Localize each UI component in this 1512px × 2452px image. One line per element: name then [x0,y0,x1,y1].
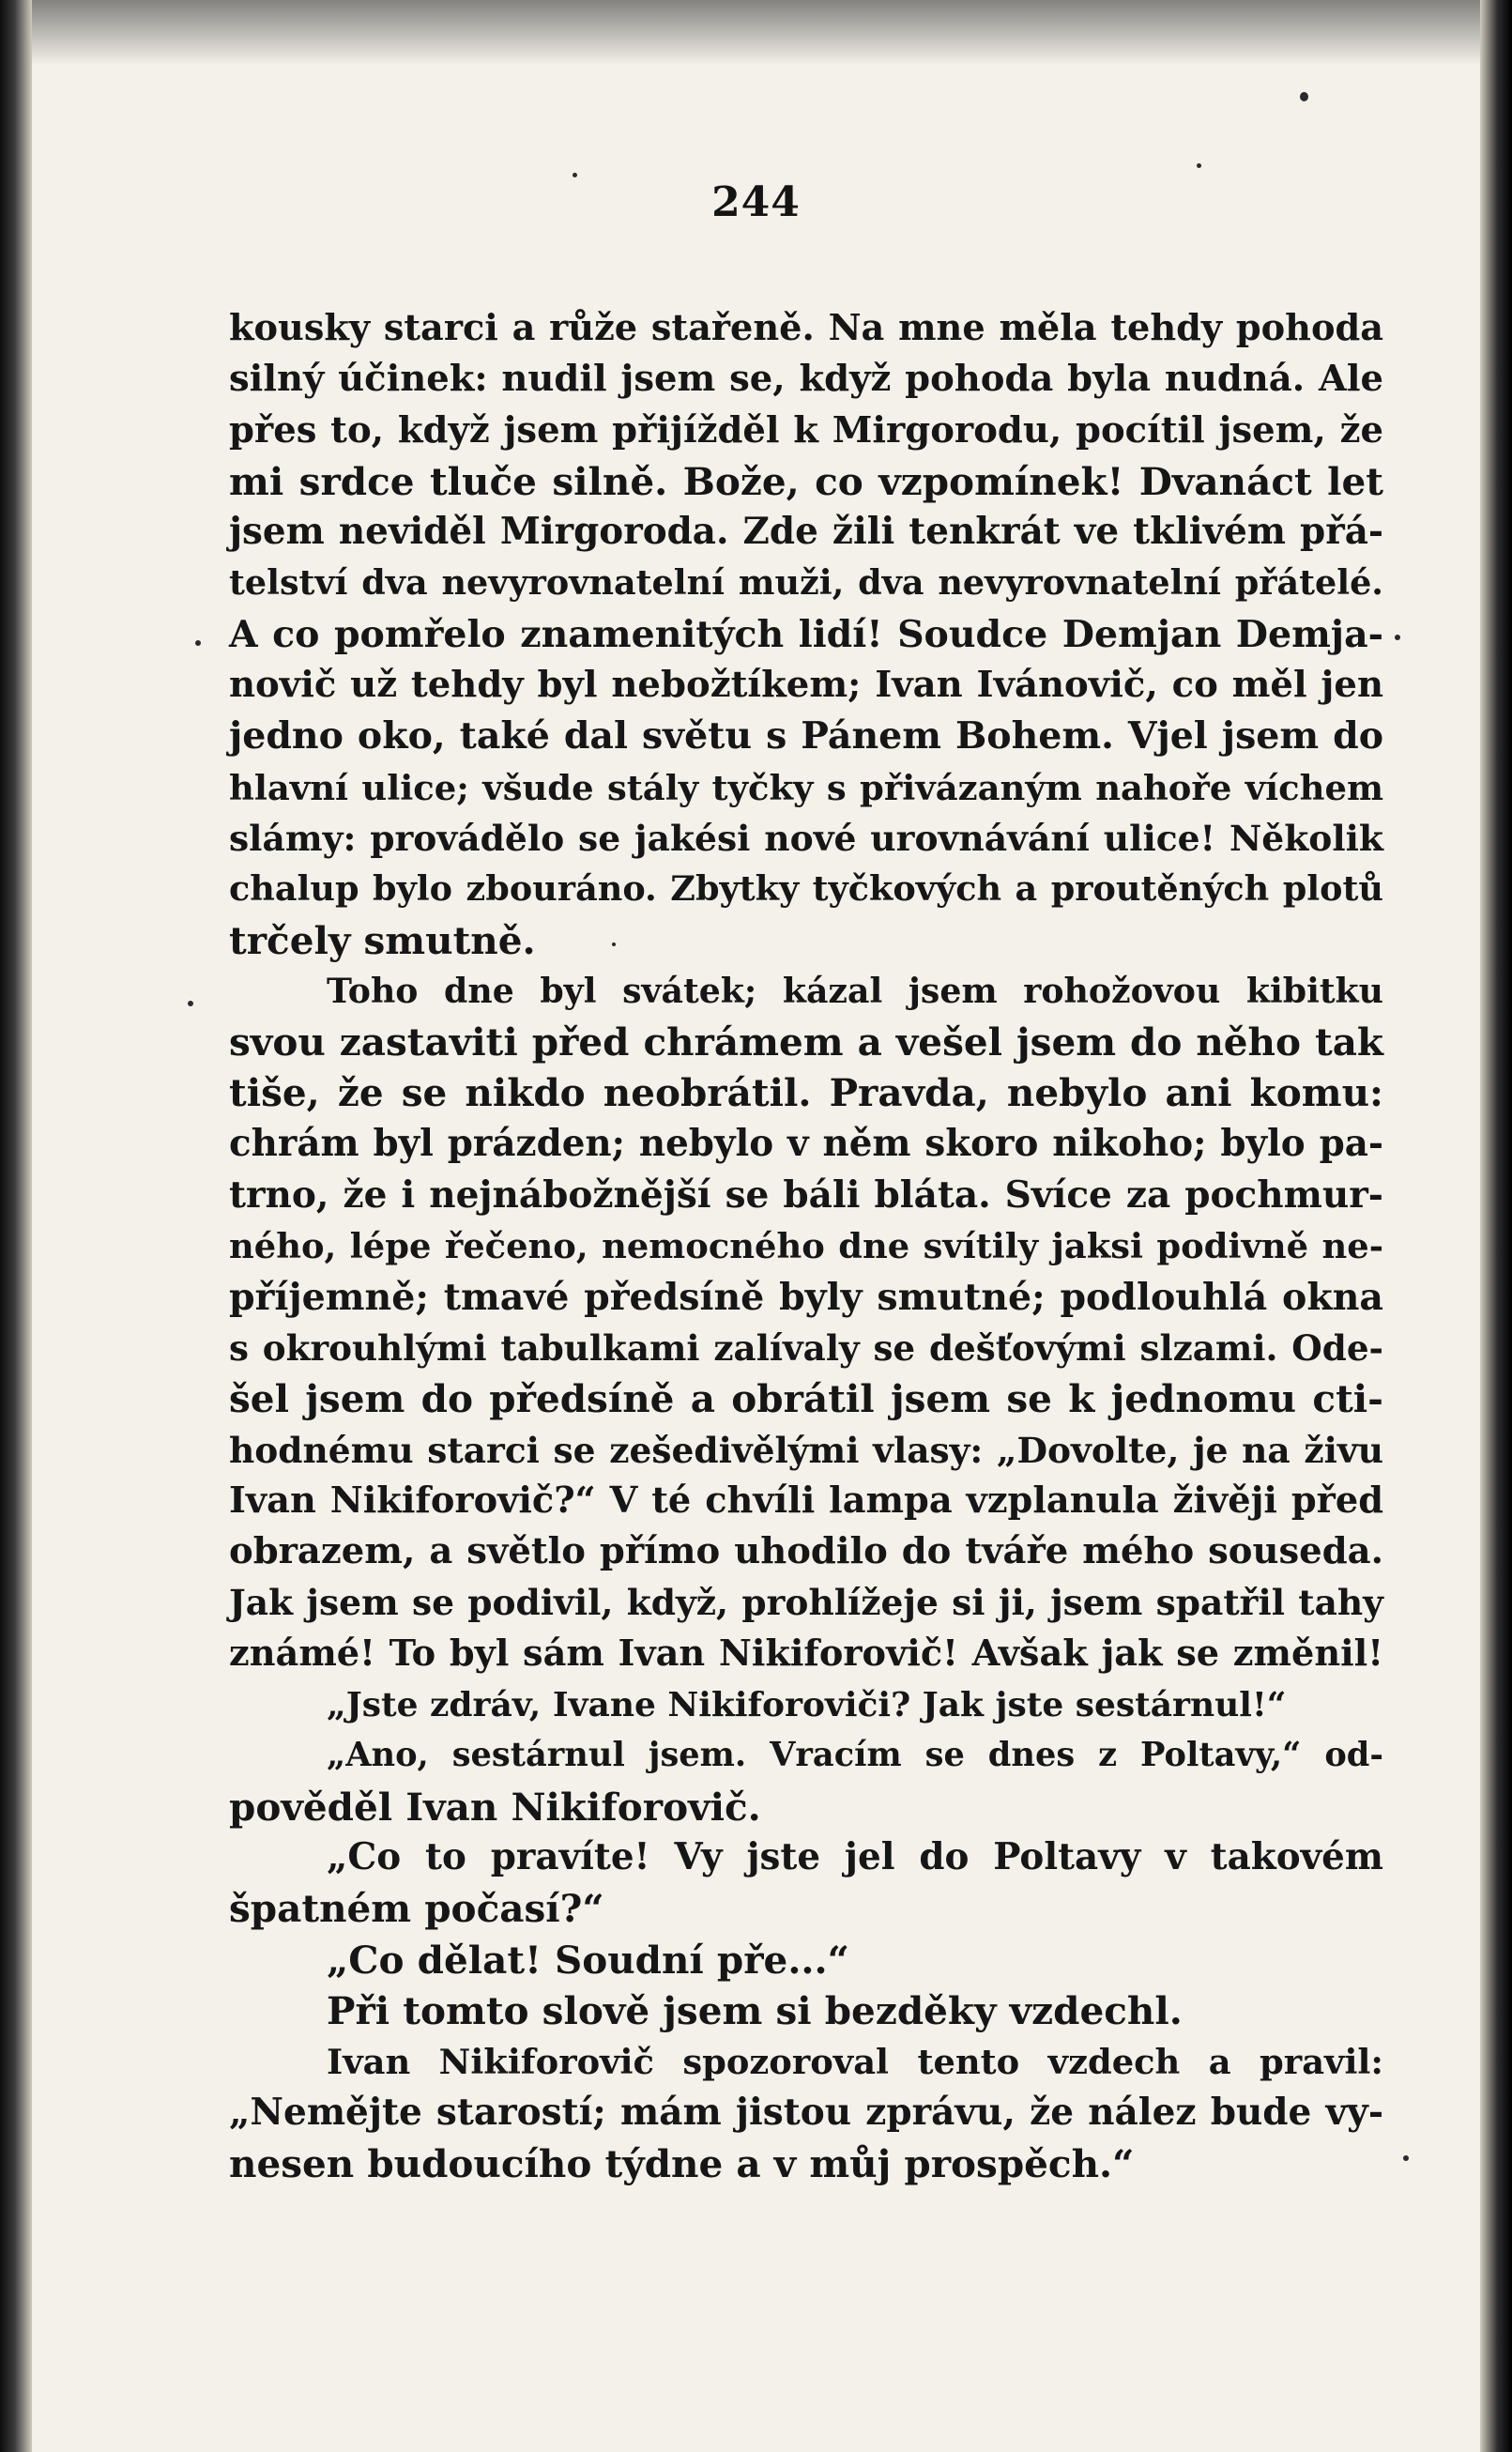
text-line: trno, že i nejnábožnější se báli bláta. Svíce za pochmur- [229,1173,1383,1218]
text-line: Při tomto slově jsem si bezděky vzdechl. [327,1987,1183,2033]
text-line: špatném počasí?“ [229,1886,604,1932]
body-text [229,303,1383,2189]
scan-speck [1300,92,1308,101]
text-line: ného, lépe řečeno, nemocného dne svítily jaksi podivně ne- [229,1225,1383,1267]
text-line: hlavní ulice; všude stály tyčky s přivázaným nahoře víchem [229,766,1383,808]
scan-speck [195,640,201,646]
text-line: Ivan Nikiforovič?“ V té chvíli lampa vzplanula živěji před [229,1479,1383,1522]
text-line: hodnému starci se zešedivělými vlasy: „Dovolte, je na živu [229,1429,1383,1471]
text-line: obrazem, a světlo přímo uhodilo do tváře mého souseda. [229,1530,1383,1573]
text-line: jedno oko, také dal světu s Pánem Bohem. Vjel jsem do [229,714,1383,759]
scan-speck [1395,635,1400,640]
text-line: „Jste zdráv, Ivane Nikiforoviči? Jak jste sestárnul!“ [327,1685,1287,1725]
text-line: „Ano, sestárnul jsem. Vracím se dnes z Poltavy,“ od- [327,1736,1383,1775]
text-line: trčely smutně. [229,917,536,963]
text-line: s okrouhlými tabulkami zalívaly se dešťovými slzami. Ode- [229,1326,1383,1369]
scan-border-left [0,0,32,2452]
text-line: novič už tehdy byl nebožtíkem; Ivan Ivánovič, co měl jen [229,664,1383,707]
text-line: přes to, když jsem přijížděl k Mirgorodu, pocítil jsem, že [229,408,1383,452]
text-line: Toho dne byl svátek; kázal jsem rohožovou kibitku [327,970,1383,1011]
scan-shadow-top [0,0,1512,66]
text-line: Ivan Nikiforovič spozoroval tento vzdech a pravil: [327,2041,1383,2083]
scan-speck [1197,163,1201,168]
text-line: mi srdce tluče silně. Bože, co vzpomínek! Dvanáct let [229,458,1383,504]
text-line: „Co dělat! Soudní pře...“ [327,1937,849,1983]
text-line: šel jsem do předsíně a obrátil jsem se k jednomu cti- [229,1376,1383,1422]
text-line: pověděl Ivan Nikiforovič. [229,1784,761,1830]
text-line: jsem neviděl Mirgoroda. Zde žili tenkrát ve tklivém přá- [229,511,1383,554]
text-line: A co pomřelo znamenitých lidí! Soudce Demjan Demja- [229,612,1383,656]
scan-speck [188,1001,193,1006]
page-number: 244 [711,178,801,226]
text-line: silný účinek: nudil jsem se, když pohoda byla nudná. Ale [229,358,1383,401]
text-line: chalup bylo zbouráno. Zbytky tyčkových a proutěných plotů [229,868,1383,910]
text-line: slámy: provádělo se jakési nové urovnávání ulice! Několik [229,817,1383,859]
text-line: příjemně; tmavé předsíně byly smutné; podlouhlá okna [229,1275,1383,1319]
text-line: kousky starci a růže stařeně. Na mne měla tehdy pohoda [229,307,1383,349]
text-line: nesen budoucího týdne a v můj prospěch.“ [229,2140,1135,2186]
text-line: „Nemějte starostí; mám jistou zprávu, že nález bude vy- [229,2091,1383,2135]
text-line: chrám byl prázden; nebylo v něm skoro nikoho; bylo pa- [229,1122,1383,1165]
text-line: telství dva nevyrovnatelní muži, dva nevyrovnatelní přátelé. [229,562,1383,604]
text-line: svou zastaviti před chrámem a vešel jsem do něho tak [229,1019,1383,1065]
text-line: „Co to pravíte! Vy jste jel do Poltavy v takovém [327,1835,1383,1878]
scan-border-right [1480,0,1512,2452]
scan-speck [573,173,577,177]
text-line: známé! To byl sám Ivan Nikiforovič! Avšak jak se změnil! [229,1632,1383,1675]
text-line: tiše, že se nikdo neobrátil. Pravda, nebylo ani komu: [229,1070,1383,1116]
scan-speck [1403,2155,1409,2161]
text-line: Jak jsem se podivil, když, prohlížeje si ji, jsem spatřil tahy [229,1582,1383,1624]
